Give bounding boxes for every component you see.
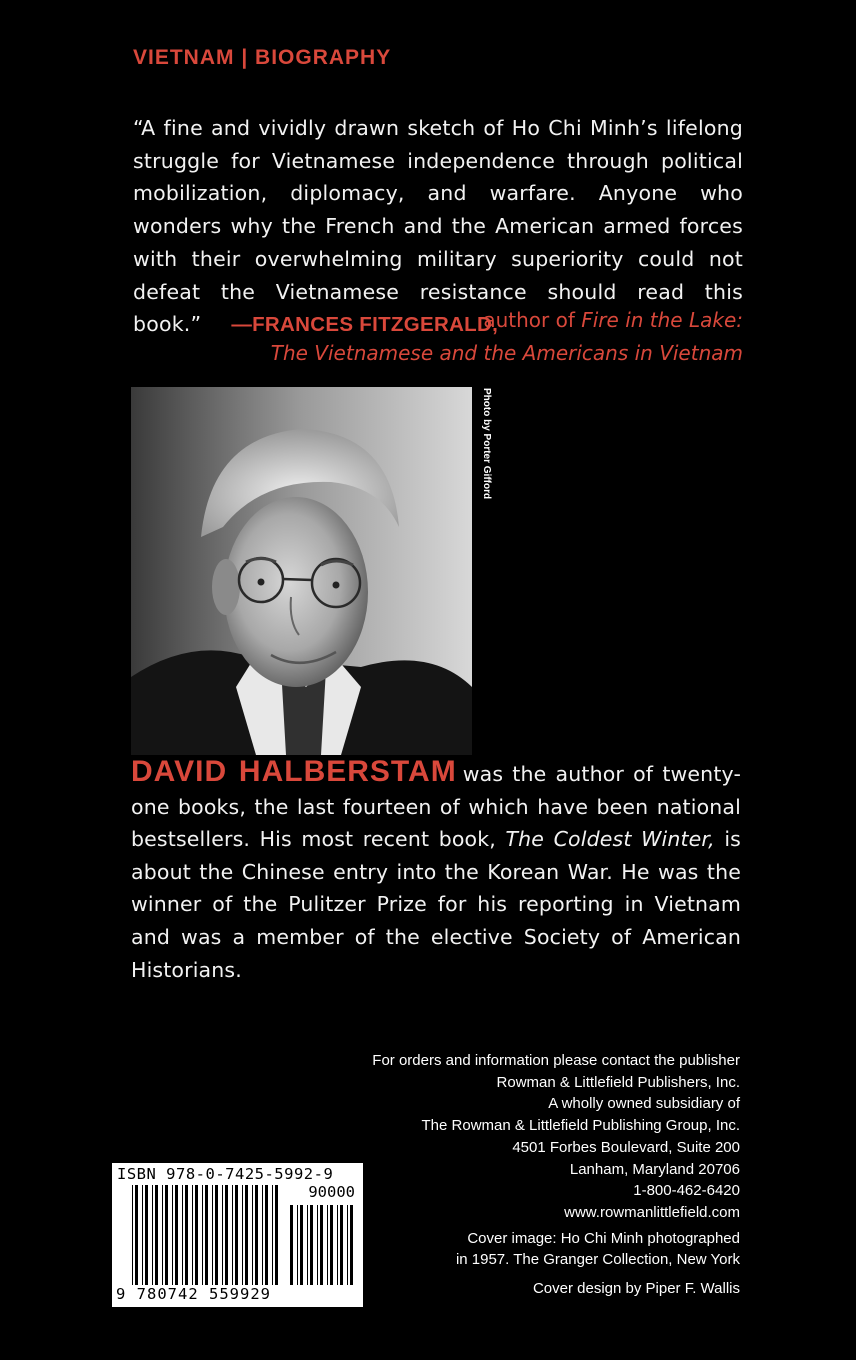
publisher-website: www.rowmanlittlefield.com bbox=[564, 1203, 740, 1221]
review-quote-text: “A fine and vividly drawn sketch of Ho Chi Minh’s lifelong struggle for Vietnamese independence through political mobilization, diplomacy, and warfare. Anyone who wonders why the French and the American armed forces with their overwhelming military superiority could not defeat the Vietnamese resistance should read this book.” bbox=[133, 116, 743, 337]
bio-text-part1: was the author of twenty-one books, the last fourteen of which have been national bestsellers. His most recent book, bbox=[131, 762, 741, 852]
barcode-bar bbox=[175, 1185, 178, 1285]
barcode-bar bbox=[252, 1185, 253, 1285]
author-name: DAVID HALBERSTAM bbox=[131, 755, 457, 788]
publisher-line: A wholly owned subsidiary of bbox=[548, 1095, 740, 1113]
photo-credit bbox=[478, 388, 492, 512]
publisher-line: Rowman & Littlefield Publishers, Inc. bbox=[496, 1073, 740, 1091]
price-code: 90000 bbox=[308, 1183, 355, 1201]
barcode-bar bbox=[242, 1185, 243, 1285]
barcode-bar bbox=[165, 1185, 168, 1285]
publisher-info bbox=[372, 1050, 740, 1224]
isbn-barcode bbox=[112, 1163, 363, 1307]
barcode-bar bbox=[255, 1185, 258, 1285]
bio-text-part2: is about the Chinese entry into the Korean War. He was the winner of the Pulitzer Prize for his reporting in Vietnam and was a member of the elective Society of American Historians. bbox=[131, 827, 742, 982]
barcode-bar bbox=[232, 1185, 233, 1285]
barcode-bar bbox=[310, 1205, 313, 1285]
category-label: VIETNAM | BIOGRAPHY bbox=[133, 46, 392, 69]
publisher-line: The Rowman & Littlefield Publishing Group, Inc. bbox=[421, 1117, 740, 1135]
barcode-bar bbox=[145, 1185, 148, 1285]
barcode-bar bbox=[327, 1205, 328, 1285]
barcode-bar bbox=[155, 1185, 158, 1285]
barcode-bar bbox=[142, 1185, 143, 1285]
reviewer-name: —FRANCES FITZGERALD, bbox=[231, 313, 499, 337]
cover-credit-line: in 1957. The Granger Collection, New York bbox=[455, 1251, 740, 1268]
barcode-bar bbox=[340, 1205, 343, 1285]
barcode-bar bbox=[265, 1185, 268, 1285]
cover-image-credit bbox=[456, 1228, 740, 1270]
author-photo bbox=[131, 387, 472, 755]
bio-book-title: The Coldest Winter, bbox=[505, 827, 715, 852]
publisher-line: 4501 Forbes Boulevard, Suite 200 bbox=[512, 1138, 740, 1156]
barcode-bar bbox=[192, 1185, 193, 1285]
barcode-bar bbox=[330, 1205, 333, 1285]
publisher-line: Lanham, Maryland 20706 bbox=[569, 1160, 740, 1178]
author-portrait-image bbox=[131, 387, 472, 755]
cover-design-credit: Cover design by Piper F. Wallis bbox=[532, 1280, 740, 1297]
barcode-bar bbox=[212, 1185, 213, 1285]
barcode-bar bbox=[235, 1185, 238, 1285]
reviewer-credit-line1 bbox=[483, 308, 743, 332]
barcode-bar bbox=[275, 1185, 278, 1285]
barcode-bar bbox=[182, 1185, 183, 1285]
barcode-bar bbox=[272, 1185, 273, 1285]
reviewer-book-title-part2: The Vietnamese and the Americans in Vietnam bbox=[270, 341, 743, 365]
barcode-bar bbox=[152, 1185, 153, 1285]
ean-barcode-bars bbox=[132, 1185, 282, 1285]
barcode-bar bbox=[202, 1185, 203, 1285]
barcode-bar bbox=[317, 1205, 318, 1285]
reviewer-credit-prefix: author of bbox=[483, 308, 582, 332]
author-bio bbox=[131, 756, 741, 986]
barcode-bar bbox=[297, 1205, 298, 1285]
barcode-bar bbox=[350, 1205, 353, 1285]
barcode-bar bbox=[347, 1205, 348, 1285]
barcode-bar bbox=[132, 1185, 133, 1285]
barcode-bar bbox=[195, 1185, 198, 1285]
barcode-bar bbox=[225, 1185, 228, 1285]
barcode-bar bbox=[307, 1205, 308, 1285]
publisher-line: For orders and information please contact the publisher bbox=[372, 1052, 740, 1069]
barcode-bar bbox=[300, 1205, 303, 1285]
reviewer-book-title-part1: Fire in the Lake: bbox=[581, 308, 743, 332]
publisher-line: 1-800-462-6420 bbox=[633, 1182, 740, 1200]
barcode-bar bbox=[290, 1205, 293, 1285]
isbn-number: ISBN 978-0-7425-5992-9 bbox=[117, 1165, 334, 1183]
barcode-bar bbox=[320, 1205, 323, 1285]
cover-credit-line: Cover image: Ho Chi Minh photographed bbox=[467, 1230, 740, 1247]
barcode-bar bbox=[262, 1185, 263, 1285]
photo-credit-text: Photo by Porter Gifford bbox=[481, 388, 492, 500]
barcode-bar bbox=[337, 1205, 338, 1285]
barcode-bar bbox=[222, 1185, 223, 1285]
ean-digits: 9 780742 559929 bbox=[116, 1285, 274, 1303]
barcode-bar bbox=[215, 1185, 218, 1285]
barcode-bar bbox=[135, 1185, 138, 1285]
barcode-bar bbox=[172, 1185, 173, 1285]
barcode-bar bbox=[205, 1185, 208, 1285]
barcode-bar bbox=[245, 1185, 248, 1285]
barcode-bar bbox=[162, 1185, 163, 1285]
addon-barcode-bars bbox=[290, 1205, 356, 1285]
barcode-bar bbox=[185, 1185, 188, 1285]
